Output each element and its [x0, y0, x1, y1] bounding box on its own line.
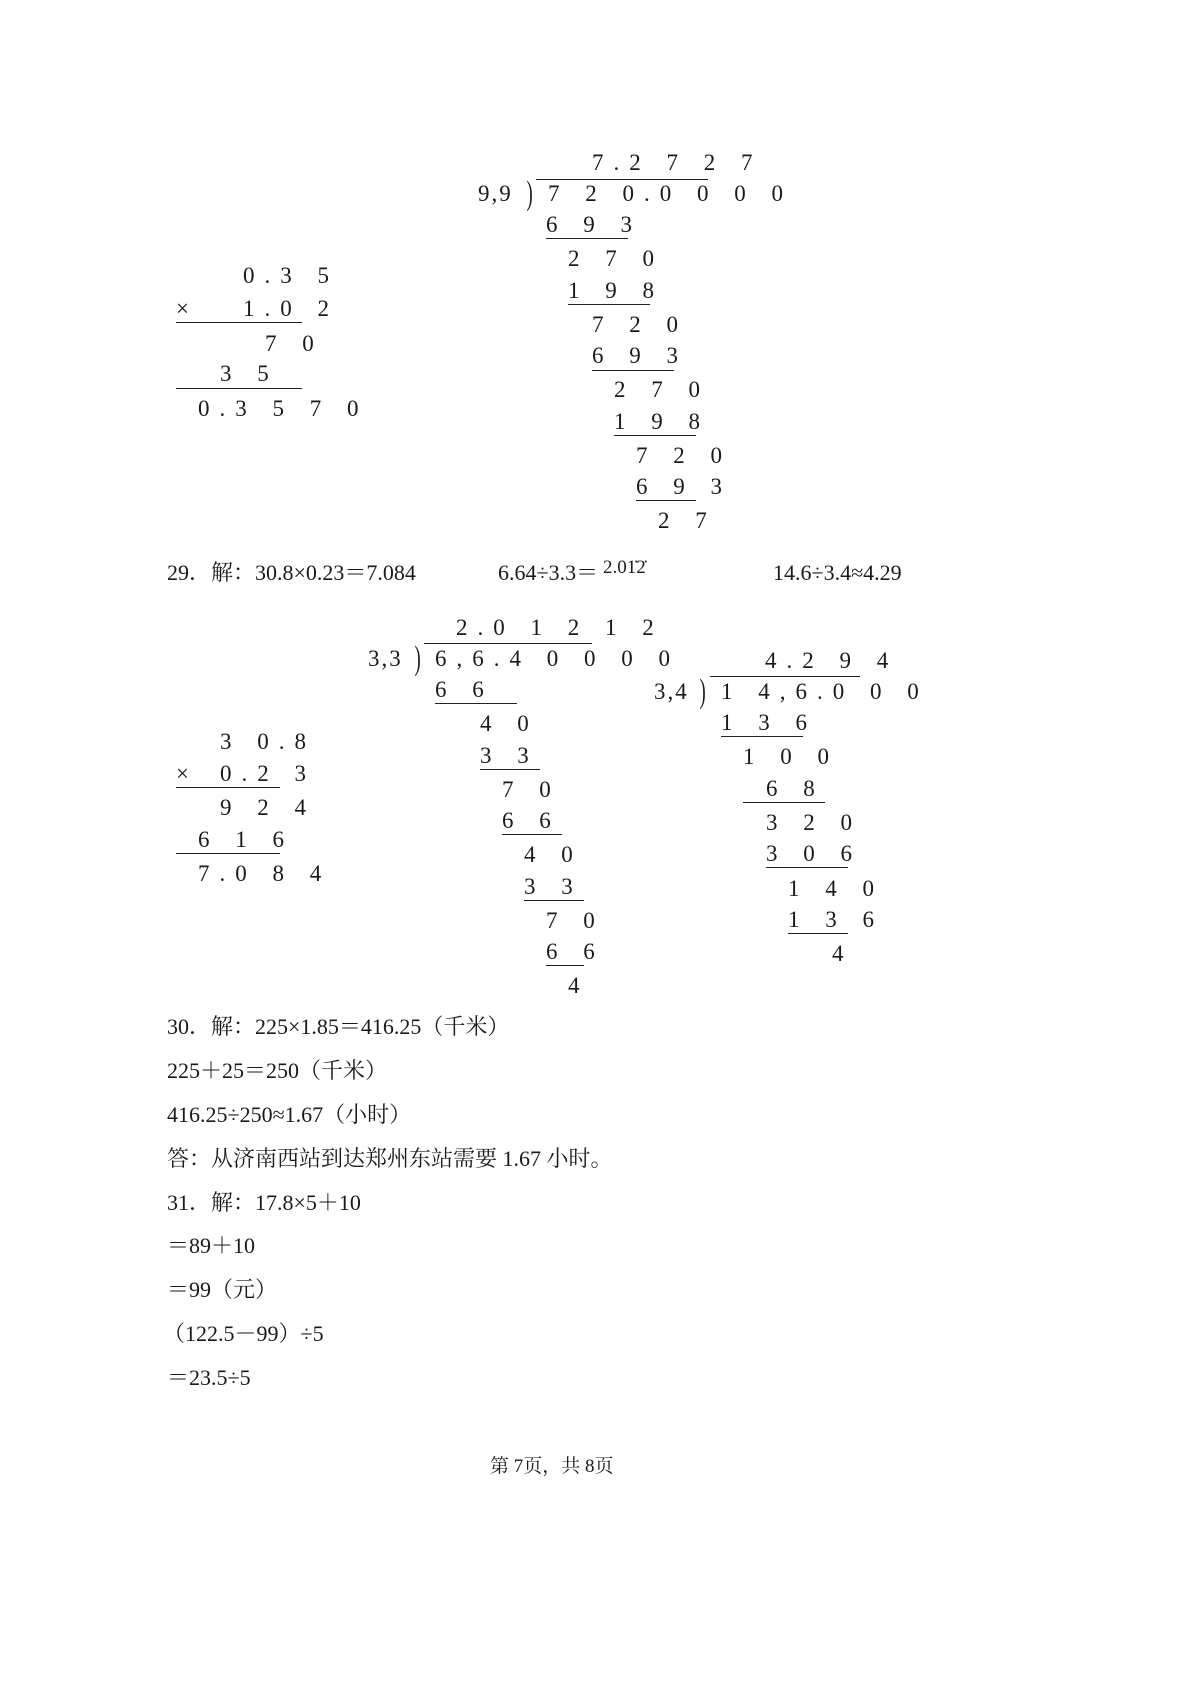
mult2-partial-2: 6 1 6 — [198, 827, 294, 852]
div2-step: 3 3 — [480, 743, 539, 768]
div1-divisor: 9,9 — [478, 181, 513, 206]
mult1-operator: × — [176, 296, 199, 321]
mult2-rule-1 — [176, 787, 280, 788]
q31-line-3: ＝99（元） — [167, 1277, 278, 1302]
div2-step: 4 0 — [524, 842, 583, 867]
div2-rule — [480, 769, 540, 770]
div3-dividend: 1 4,6.0 0 0 — [721, 679, 929, 704]
div1-dividend: 7 2 0.0 0 0 0 — [548, 181, 793, 206]
div2-divisor: 3,3 — [368, 646, 403, 671]
div1-rule — [546, 238, 628, 239]
div1-step: 7 2 0 — [636, 443, 732, 468]
q30-line-1: 30．解：225×1.85＝416.25（千米） — [167, 1014, 510, 1039]
div2-quotient: 2.0 1 2 1 2 — [456, 615, 664, 640]
div3-bracket: ) — [699, 673, 706, 710]
div1-step: 2 7 0 — [568, 246, 664, 271]
div2-step: 6 6 — [502, 808, 561, 833]
div2-step: 7 0 — [546, 908, 605, 933]
q29-expr3: 14.6÷3.4≈4.29 — [773, 560, 902, 585]
mult2-rule-2 — [176, 853, 280, 854]
q31-line-2: ＝89＋10 — [167, 1233, 256, 1258]
div1-bracket: ) — [526, 175, 533, 212]
div3-remainder: 4 — [832, 941, 854, 966]
q30-answer: 答：从济南西站到达郑州东站需要 1.67 小时。 — [167, 1146, 613, 1171]
div3-rule — [721, 736, 803, 737]
div3-step: 1 3 6 — [788, 907, 884, 932]
q29-line: 29．解：30.8×0.23＝7.084 — [167, 560, 416, 585]
div2-step: 6 6 — [435, 677, 494, 702]
mult1-partial-2: 3 5 — [220, 361, 279, 386]
div2-step: 4 0 — [480, 711, 539, 736]
q31-line-5: ＝23.5÷5 — [167, 1365, 251, 1390]
page-number-footer: 第 7页，共 8页 — [490, 1456, 614, 1477]
mult1-rule-1 — [176, 322, 302, 323]
div2-vinculum — [424, 643, 592, 644]
div1-step: 6 9 3 — [546, 212, 642, 237]
div1-rule — [592, 370, 674, 371]
q30-line-3: 416.25÷250≈1.67（小时） — [167, 1102, 412, 1127]
div3-step: 1 4 0 — [788, 876, 884, 901]
mult1-result: 0.3 5 7 0 — [198, 396, 369, 421]
div1-rule — [568, 304, 650, 305]
div1-step: 1 9 8 — [614, 409, 710, 434]
div1-vinculum — [536, 179, 708, 180]
q29-expr2-result: 2.01̇2̇ — [603, 557, 646, 578]
div2-bracket: ) — [414, 640, 421, 677]
div1-step: 7 2 0 — [592, 312, 688, 337]
div1-step: 1 9 8 — [568, 278, 664, 303]
mult2-operator: × — [176, 761, 199, 786]
mult1-partial-1: 7 0 — [265, 331, 324, 356]
div2-dividend: 6,6.4 0 0 0 0 — [435, 646, 680, 671]
div2-step: 6 6 — [546, 939, 605, 964]
div3-step: 3 0 6 — [766, 841, 862, 866]
q31-line-4: （122.5－99）÷5 — [163, 1321, 324, 1346]
div1-step: 2 7 0 — [614, 377, 710, 402]
div3-step: 1 0 0 — [743, 744, 839, 769]
div3-step: 1 3 6 — [721, 710, 817, 735]
div3-rule — [788, 933, 848, 934]
div2-rule — [546, 965, 584, 966]
mult2-partial-1: 9 2 4 — [220, 795, 316, 820]
div3-step: 6 8 — [766, 776, 825, 801]
div1-quotient: 7.2 7 2 7 — [592, 150, 763, 175]
div3-step: 3 2 0 — [766, 810, 862, 835]
div1-rule — [636, 500, 696, 501]
mult2-factor-a: 3 0.8 — [220, 729, 316, 754]
div1-remainder: 2 7 — [658, 508, 717, 533]
div2-rule — [524, 900, 584, 901]
q30-line-2: 225＋25＝250（千米） — [167, 1058, 388, 1083]
div1-step: 6 9 3 — [592, 343, 688, 368]
div2-rule — [435, 703, 517, 704]
mult1-factor-a: 0.3 5 — [243, 263, 339, 288]
div1-rule — [614, 435, 696, 436]
div2-step: 3 3 — [524, 874, 583, 899]
div3-vinculum — [710, 676, 860, 677]
div3-rule — [743, 802, 825, 803]
div2-rule — [502, 834, 562, 835]
q29-expr2: 6.64÷3.3＝ — [498, 560, 599, 585]
mult2-factor-b: 0.2 3 — [220, 761, 316, 786]
div3-quotient: 4.2 9 4 — [765, 648, 899, 673]
mult1-rule-2 — [176, 388, 302, 389]
div2-remainder: 4 — [568, 973, 590, 998]
div2-step: 7 0 — [502, 777, 561, 802]
q31-line-1: 31．解：17.8×5＋10 — [167, 1190, 361, 1215]
mult1-factor-b: 1.0 2 — [243, 296, 339, 321]
div3-rule — [766, 867, 848, 868]
div3-divisor: 3,4 — [654, 679, 689, 704]
mult2-result: 7.0 8 4 — [198, 861, 332, 886]
div1-step: 6 9 3 — [636, 474, 732, 499]
